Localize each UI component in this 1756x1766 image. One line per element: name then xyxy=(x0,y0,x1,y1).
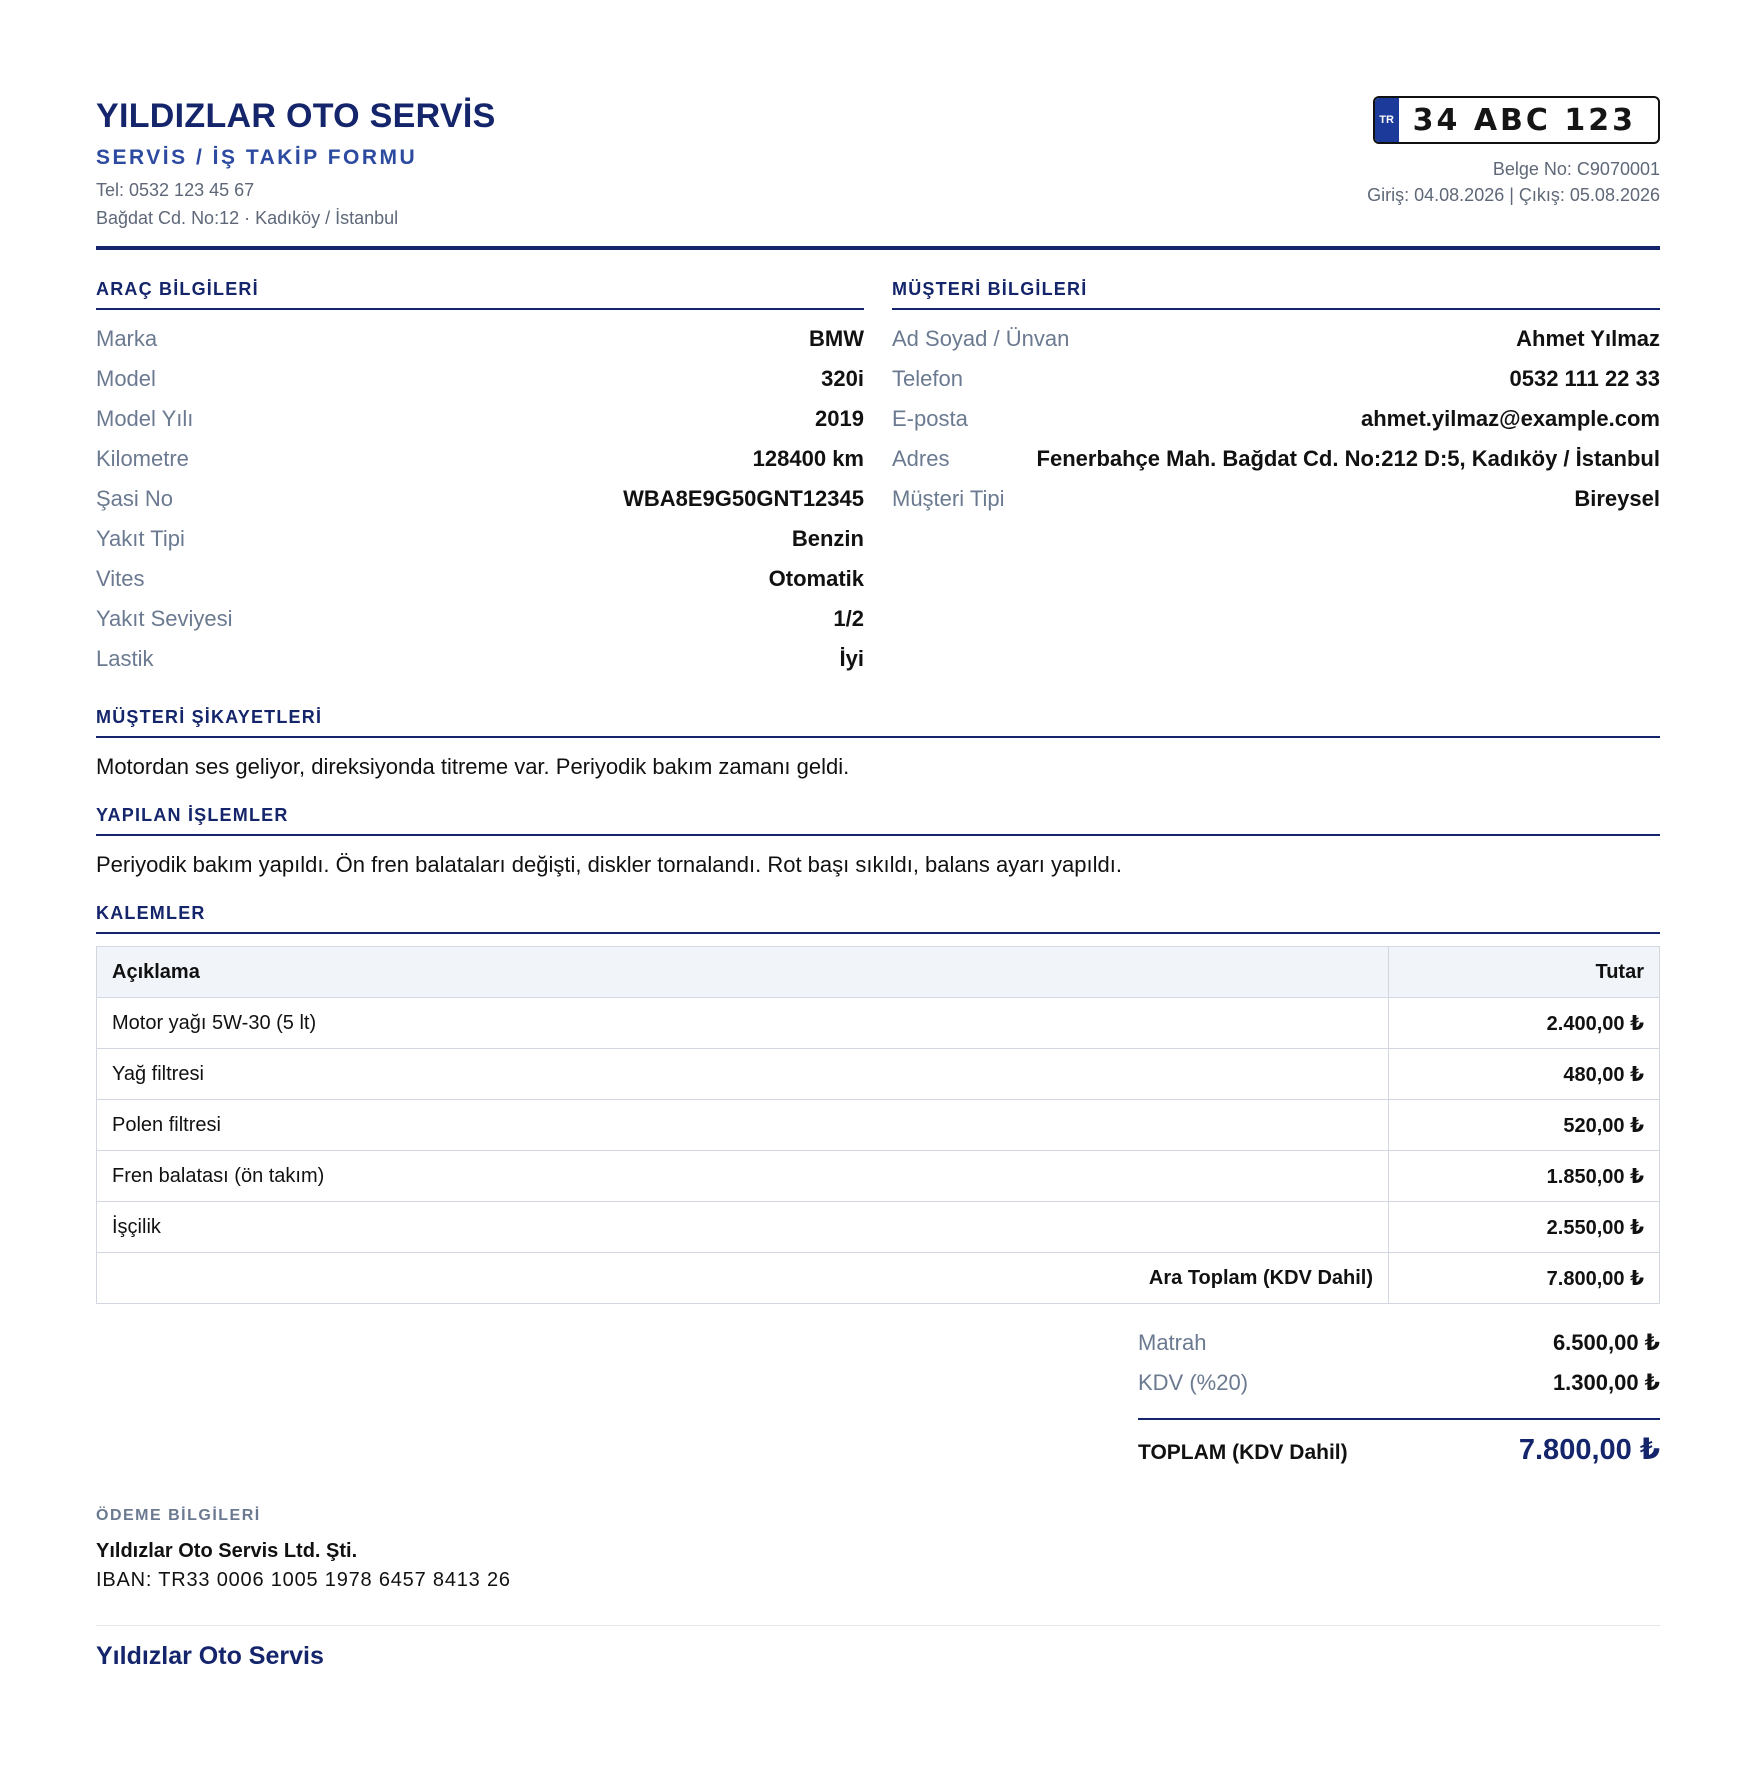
totals-summary xyxy=(1138,1328,1660,1467)
column-header-description: Açıklama xyxy=(97,947,1389,998)
items-title: KALEMLER xyxy=(96,902,1660,934)
customer-info-list xyxy=(892,324,1660,524)
item-amount: 1.850,00 ₺ xyxy=(1389,1151,1660,1202)
item-description: Polen filtresi xyxy=(97,1100,1389,1151)
table-row xyxy=(97,998,1660,1049)
payment-company-name: Yıldızlar Oto Servis Ltd. Şti. xyxy=(96,1540,358,1562)
complaints-title: MÜŞTERİ ŞİKAYETLERİ xyxy=(96,706,1660,738)
grand-total-row xyxy=(1138,1418,1660,1467)
vehicle-field-fuel-type xyxy=(96,524,864,564)
vehicle-field-model xyxy=(96,364,864,404)
field-label: Lastik xyxy=(96,646,154,671)
items-section xyxy=(96,902,1660,1304)
vehicle-field-tires xyxy=(96,644,864,684)
grand-total-label: TOPLAM (KDV Dahil) xyxy=(1138,1441,1348,1464)
grand-total-value: 7.800,00 ₺ xyxy=(1518,1434,1660,1466)
field-value: Fenerbahçe Mah. Bağdat Cd. No:212 D:5, Kadıköy / İstanbul xyxy=(1036,446,1660,471)
work-done-text: Periyodik bakım yapıldı. Ön fren balataları değişti, diskler tornalandı. Rot başı sıkıldı, balans ayarı yapıldı. xyxy=(96,852,1122,877)
info-sections xyxy=(96,278,1660,684)
customer-info-section xyxy=(892,278,1660,684)
field-value: Benzin xyxy=(791,526,864,551)
payment-info-section xyxy=(96,1505,1660,1595)
item-amount: 2.400,00 ₺ xyxy=(1389,998,1660,1049)
company-name: YILDIZLAR OTO SERVİS xyxy=(96,97,496,135)
field-value: 128400 km xyxy=(752,446,864,471)
field-value: Ahmet Yılmaz xyxy=(1516,326,1660,351)
item-description: İşçilik xyxy=(97,1202,1389,1253)
vat-label: KDV (%20) xyxy=(1138,1370,1249,1395)
field-value: İyi xyxy=(839,646,864,671)
customer-field-type xyxy=(892,484,1660,524)
field-label: Model xyxy=(96,366,156,391)
work-done-title: YAPILAN İŞLEMLER xyxy=(96,804,1660,836)
plate-number: 34 ABC 123 xyxy=(1412,102,1636,138)
header-divider xyxy=(96,246,1660,250)
field-label: Şasi No xyxy=(96,486,174,511)
vehicle-field-transmission xyxy=(96,564,864,604)
vehicle-info-list xyxy=(96,324,864,684)
field-label: Telefon xyxy=(892,366,963,391)
field-label: Kilometre xyxy=(96,446,189,471)
field-value: WBA8E9G50GNT12345 xyxy=(623,486,864,511)
field-label: Yakıt Seviyesi xyxy=(96,606,233,631)
form-title: SERVİS / İŞ TAKİP FORMU xyxy=(96,146,418,169)
field-label: Yakıt Tipi xyxy=(96,526,185,551)
field-value: ahmet.yilmaz@example.com xyxy=(1360,406,1660,431)
vehicle-field-make xyxy=(96,324,864,364)
field-value: Otomatik xyxy=(768,566,864,591)
customer-field-address xyxy=(892,444,1660,484)
table-row xyxy=(97,1151,1660,1202)
vehicle-info-title: ARAÇ BİLGİLERİ xyxy=(96,278,864,310)
field-label: Müşteri Tipi xyxy=(892,486,1005,511)
subtotal-row xyxy=(97,1253,1660,1304)
customer-info-title: MÜŞTERİ BİLGİLERİ xyxy=(892,278,1660,310)
vehicle-field-mileage xyxy=(96,444,864,484)
company-block xyxy=(96,96,496,232)
column-header-amount: Tutar xyxy=(1389,947,1660,998)
document-meta xyxy=(1367,156,1660,208)
field-label: Adres xyxy=(892,446,950,471)
field-value: 1/2 xyxy=(833,606,864,631)
complaints-text: Motordan ses geliyor, direksiyonda titreme var. Periyodik bakım zamanı geldi. xyxy=(96,754,850,779)
document-meta-block xyxy=(1367,96,1660,208)
vehicle-field-fuel-level xyxy=(96,604,864,644)
field-label: Ad Soyad / Ünvan xyxy=(892,326,1070,351)
field-label: Marka xyxy=(96,326,158,351)
field-value: BMW xyxy=(809,326,864,351)
complaints-section xyxy=(96,706,1660,782)
field-label: Vites xyxy=(96,566,145,591)
customer-field-phone xyxy=(892,364,1660,404)
item-amount: 480,00 ₺ xyxy=(1389,1049,1660,1100)
company-phone: Tel: 0532 123 45 67 xyxy=(96,180,255,200)
service-dates: Giriş: 04.08.2026 | Çıkış: 05.08.2026 xyxy=(1367,185,1660,205)
document-header xyxy=(96,96,1660,246)
plate-country-band: TR xyxy=(1375,98,1399,142)
table-row xyxy=(97,1202,1660,1253)
item-amount: 2.550,00 ₺ xyxy=(1389,1202,1660,1253)
vehicle-field-vin xyxy=(96,484,864,524)
base-amount-label: Matrah xyxy=(1138,1330,1207,1355)
document-number: Belge No: C9070001 xyxy=(1492,159,1660,179)
subtotal-value: 7.800,00 ₺ xyxy=(1389,1253,1660,1304)
items-table xyxy=(96,946,1660,1304)
company-address: Bağdat Cd. No:12 · Kadıköy / İstanbul xyxy=(96,208,399,228)
field-value: 320i xyxy=(821,366,864,391)
customer-field-email xyxy=(892,404,1660,444)
payment-iban: IBAN: TR33 0006 1005 1978 6457 8413 26 xyxy=(96,1569,511,1591)
base-amount-row xyxy=(1138,1328,1660,1368)
field-value: 2019 xyxy=(815,406,864,431)
work-done-section xyxy=(96,804,1660,880)
base-amount-value: 6.500,00 ₺ xyxy=(1552,1330,1660,1355)
item-description: Motor yağı 5W-30 (5 lt) xyxy=(97,998,1389,1049)
vehicle-field-year xyxy=(96,404,864,444)
item-description: Yağ filtresi xyxy=(97,1049,1389,1100)
payment-info-title: ÖDEME BİLGİLERİ xyxy=(96,1507,261,1524)
customer-field-name xyxy=(892,324,1660,364)
table-row xyxy=(97,1049,1660,1100)
field-label: E-posta xyxy=(892,406,968,431)
vehicle-info-section xyxy=(96,278,864,684)
vat-value: 1.300,00 ₺ xyxy=(1552,1370,1660,1395)
document-footer xyxy=(96,1625,1660,1671)
license-plate xyxy=(1373,96,1660,144)
field-label: Model Yılı xyxy=(96,406,194,431)
table-header-row xyxy=(97,947,1660,998)
item-description: Fren balatası (ön takım) xyxy=(97,1151,1389,1202)
field-value: 0532 111 22 33 xyxy=(1509,366,1660,391)
item-amount: 520,00 ₺ xyxy=(1389,1100,1660,1151)
subtotal-label: Ara Toplam (KDV Dahil) xyxy=(97,1253,1389,1304)
footer-company-name: Yıldızlar Oto Servis xyxy=(96,1642,324,1670)
table-row xyxy=(97,1100,1660,1151)
vat-row xyxy=(1138,1368,1660,1408)
company-contact xyxy=(96,176,496,232)
field-value: Bireysel xyxy=(1574,486,1660,511)
